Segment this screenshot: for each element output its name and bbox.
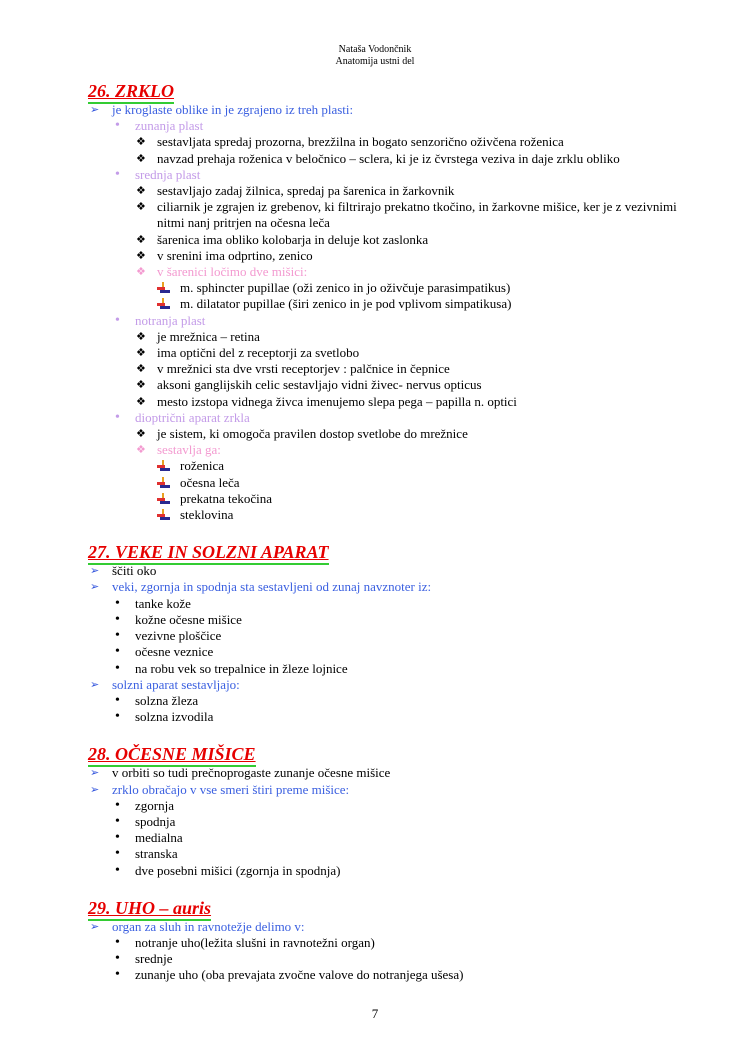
list-item xyxy=(88,491,688,507)
list-item xyxy=(88,248,688,264)
dot-bullet-icon: • xyxy=(115,951,120,967)
list-item xyxy=(88,814,688,830)
list-item xyxy=(88,394,688,410)
list-item-text: navzad prehaja roženica v beločnico – sclera, ki je iz čvrstega veziva in daje zrklu obliko xyxy=(157,150,620,166)
list-item-text: spodnja xyxy=(135,813,176,829)
diamond-bullet-icon: ❖ xyxy=(136,395,146,408)
list-item-text: vezivne ploščice xyxy=(135,628,222,644)
list-item xyxy=(88,264,688,280)
diamond-bullet-icon: ❖ xyxy=(136,347,146,360)
list-item-text: sestavlja ga: xyxy=(157,442,221,458)
list-item-text: veki, zgornja in spodnja sta sestavljeni od zunaj navznoter iz: xyxy=(112,579,432,595)
list-item xyxy=(88,426,688,442)
list-item-text: notranja plast xyxy=(135,312,206,328)
list-item xyxy=(88,596,688,612)
diamond-bullet-icon: ❖ xyxy=(136,266,146,279)
list-item-text: zgornja xyxy=(135,797,174,813)
list-item-text: prekatna tekočina xyxy=(180,490,273,506)
section-title: 29. UHO – auris xyxy=(88,897,212,918)
list-item-text: očesna leča xyxy=(180,474,240,490)
dot-bullet-icon: • xyxy=(115,118,120,134)
dot-bullet-icon: • xyxy=(115,709,120,725)
section xyxy=(88,80,688,523)
list-item-text: ima optični del z receptorji za svetlobo xyxy=(157,345,360,361)
dot-bullet-icon: • xyxy=(115,862,120,878)
list-item-text: dioptrični aparat zrkla xyxy=(135,409,250,425)
list-item xyxy=(88,183,688,199)
arrow-bullet-icon: ➢ xyxy=(90,565,100,578)
diamond-bullet-icon: ❖ xyxy=(136,363,146,376)
list-item-text: v orbiti so tudi prečnoprogaste zunanje očesne mišice xyxy=(112,765,391,781)
section-title: 27. VEKE IN SOLZNI APARAT xyxy=(88,542,329,563)
list-item-text: medialna xyxy=(135,830,183,846)
header-subtitle: Anatomija ustni del xyxy=(335,56,415,67)
list-item xyxy=(88,830,688,846)
list-item xyxy=(88,765,688,781)
list-item-text: organ za sluh in ravnotežje delimo v: xyxy=(112,918,305,934)
list-item-text: tanke kože xyxy=(135,595,191,611)
list-item-text: je kroglaste oblike in je zgrajeno iz treh plasti: xyxy=(112,102,354,117)
section xyxy=(88,739,688,878)
dot-bullet-icon: • xyxy=(115,692,120,708)
dot-bullet-icon: • xyxy=(115,934,120,950)
list-item-text: zrklo obračajo v vse smeri štiri preme mišice: xyxy=(112,781,350,797)
list-item-text: kožne očesne mišice xyxy=(135,611,242,627)
list-item-text: ciliarnik je zgrajen iz grebenov, ki filtrirajo prekatno tkočino, in žarkovne mišice, ker je z vezivnimi nitmi nanj pritrjen na očesna leča xyxy=(157,199,677,231)
section xyxy=(88,893,688,984)
book-bullet-icon xyxy=(157,475,170,492)
dot-bullet-icon: • xyxy=(115,830,120,846)
list-item-text: zunanja plast xyxy=(135,118,204,134)
list-item xyxy=(88,313,688,329)
book-bullet-icon xyxy=(157,296,170,313)
document-body xyxy=(88,80,688,998)
list-item-text: sestavljata spredaj prozorna, brezžilna in bogato senzorično oživčena roženica xyxy=(157,134,564,150)
header-author: Nataša Vodončnik xyxy=(338,44,412,55)
diamond-bullet-icon: ❖ xyxy=(136,152,146,165)
book-bullet-icon xyxy=(157,280,170,297)
list-item-text: je sistem, ki omogoča pravilen dostop svetlobe do mrežnice xyxy=(157,426,468,442)
arrow-bullet-icon: ➢ xyxy=(90,678,100,691)
list-item xyxy=(88,280,688,296)
list-item xyxy=(88,628,688,644)
list-item xyxy=(88,661,688,677)
list-item xyxy=(88,919,688,935)
list-item xyxy=(88,677,688,693)
list-item-text: dve posebni mišici (zgornja in spodnja) xyxy=(135,862,341,878)
list-item xyxy=(88,410,688,426)
dot-bullet-icon: • xyxy=(115,660,120,676)
list-item-text: aksoni ganglijskih celic sestavljajo vidni živec- nervus opticus xyxy=(157,377,482,393)
section-title: 28. OČESNE MIŠICE xyxy=(88,744,256,765)
diamond-bullet-icon: ❖ xyxy=(136,379,146,392)
list-item-text: solzna žleza xyxy=(135,692,199,708)
list-item-text: mesto izstopa vidnega živca imenujemo slepa pega – papilla n. optici xyxy=(157,393,517,409)
list-item-text: v srenini ima odprtino, zenico xyxy=(157,247,313,263)
list-item-text: na robu vek so trepalnice in žleze lojnice xyxy=(135,660,348,676)
list-item-text: srednje xyxy=(135,951,173,967)
diamond-bullet-icon: ❖ xyxy=(136,444,146,457)
list-item xyxy=(88,644,688,660)
list-item xyxy=(88,563,688,579)
list-item-text: m. dilatator pupillae (širi zenico in je pod vplivom simpatikusa) xyxy=(180,296,512,312)
list-item xyxy=(88,199,688,231)
arrow-bullet-icon: ➢ xyxy=(90,920,100,933)
list-item xyxy=(88,693,688,709)
list-item-text: zunanje uho (oba prevajata zvočne valove do notranjega ušesa) xyxy=(135,967,464,983)
list-item xyxy=(88,329,688,345)
section xyxy=(88,537,688,725)
list-item-text: m. sphincter pupillae (oži zenico in jo oživčuje parasimpatikus) xyxy=(180,280,511,296)
diamond-bullet-icon: ❖ xyxy=(136,201,146,214)
list-item xyxy=(88,118,688,134)
list-item-text: solzni aparat sestavljajo: xyxy=(112,676,240,692)
list-item xyxy=(88,967,688,983)
list-item-text: šarenica ima obliko kolobarja in deluje kot zaslonka xyxy=(157,231,429,247)
list-item-text: ščiti oko xyxy=(112,563,157,579)
list-item xyxy=(88,951,688,967)
list-item xyxy=(88,134,688,150)
dot-bullet-icon: • xyxy=(115,846,120,862)
dot-bullet-icon: • xyxy=(115,967,120,983)
book-bullet-icon xyxy=(157,458,170,475)
list-item xyxy=(88,232,688,248)
list-item xyxy=(88,863,688,879)
list-item-text: v mrežnici sta dve vrsti receptorjev : palčnice in čepnice xyxy=(157,361,450,377)
diamond-bullet-icon: ❖ xyxy=(136,185,146,198)
list-item xyxy=(88,361,688,377)
section-title: 26. ZRKLO xyxy=(88,81,175,101)
list-item-text: v šarenici ločimo dve mišici: xyxy=(157,264,308,280)
list-item-text: srednja plast xyxy=(135,166,201,182)
list-item xyxy=(88,846,688,862)
list-item xyxy=(88,458,688,474)
book-bullet-icon xyxy=(157,507,170,524)
arrow-bullet-icon: ➢ xyxy=(90,783,100,796)
dot-bullet-icon: • xyxy=(115,166,120,182)
list-item-text: očesne veznice xyxy=(135,644,214,660)
arrow-bullet-icon: ➢ xyxy=(90,767,100,780)
page-number: 7 xyxy=(371,1006,379,1021)
list-item-text: je mrežnica – retina xyxy=(157,328,260,344)
list-item xyxy=(88,442,688,458)
list-item xyxy=(88,507,688,523)
list-item-text: steklovina xyxy=(180,507,234,523)
book-bullet-icon xyxy=(157,491,170,508)
diamond-bullet-icon: ❖ xyxy=(136,233,146,246)
list-item xyxy=(88,377,688,393)
list-item xyxy=(88,579,688,595)
list-item-text: notranje uho(ležita slušni in ravnotežni organ) xyxy=(135,934,375,950)
list-item xyxy=(88,782,688,798)
list-item xyxy=(88,296,688,312)
arrow-bullet-icon: ➢ xyxy=(90,581,100,594)
list-item xyxy=(88,475,688,491)
list-item xyxy=(88,151,688,167)
dot-bullet-icon: • xyxy=(115,644,120,660)
dot-bullet-icon: • xyxy=(115,611,120,627)
list-item xyxy=(88,612,688,628)
list-item-text: sestavljajo zadaj žilnica, spredaj pa šarenica in žarkovnik xyxy=(157,183,455,199)
dot-bullet-icon: • xyxy=(115,813,120,829)
dot-bullet-icon: • xyxy=(115,312,120,328)
list-item xyxy=(88,935,688,951)
list-item xyxy=(88,102,688,118)
diamond-bullet-icon: ❖ xyxy=(136,428,146,441)
list-item-text: solzna izvodila xyxy=(135,709,214,725)
diamond-bullet-icon: ❖ xyxy=(136,330,146,343)
dot-bullet-icon: • xyxy=(115,628,120,644)
diamond-bullet-icon: ❖ xyxy=(136,136,146,149)
list-item-text: roženica xyxy=(180,458,225,474)
dot-bullet-icon: • xyxy=(115,797,120,813)
arrow-bullet-icon: ➢ xyxy=(90,104,100,116)
list-item xyxy=(88,798,688,814)
list-item xyxy=(88,345,688,361)
list-item-text: stranska xyxy=(135,846,178,862)
diamond-bullet-icon: ❖ xyxy=(136,249,146,262)
list-item xyxy=(88,167,688,183)
list-item xyxy=(88,709,688,725)
dot-bullet-icon: • xyxy=(115,409,120,425)
dot-bullet-icon: • xyxy=(115,595,120,611)
